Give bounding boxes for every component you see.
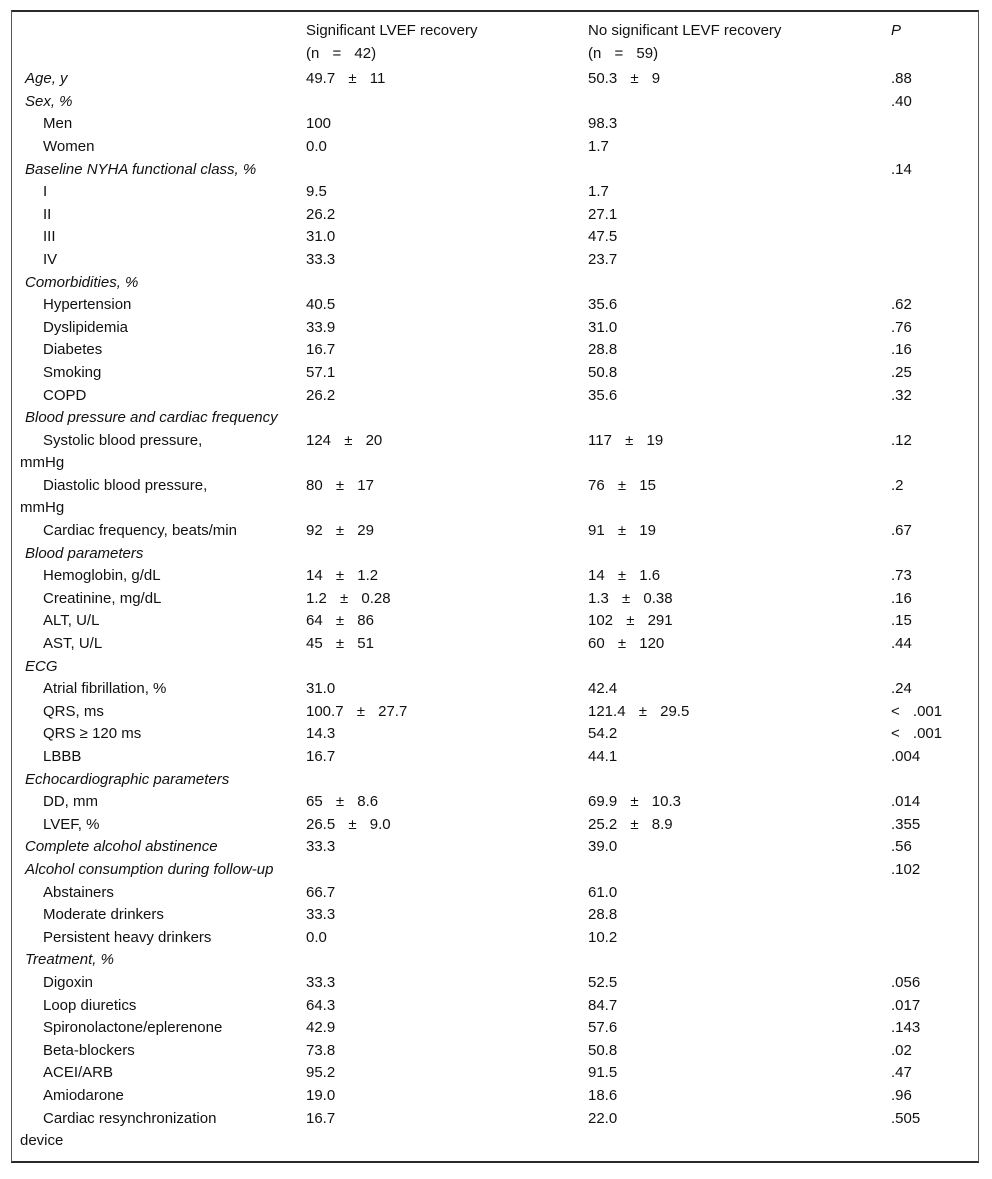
value-significant-group: 49.7 ± 11 (306, 70, 386, 88)
p-value: .16 (891, 341, 912, 359)
row-label-text: Blood pressure and cardiac frequency (25, 409, 278, 427)
p-value: .88 (891, 70, 912, 88)
value-no-significant-group: 47.5 (588, 228, 618, 246)
row-label-text: Diabetes (43, 341, 103, 359)
row-label (12, 678, 306, 701)
row-label (12, 814, 306, 837)
row-label-text: DD, mm (43, 793, 98, 811)
column-header-p (891, 20, 978, 43)
table-body (12, 68, 978, 1153)
table-row (12, 136, 978, 159)
row-label-text: Beta-blockers (43, 1041, 135, 1059)
value-no-significant-group: 102 ± 291 (588, 612, 673, 630)
value-significant-group: 31.0 (306, 228, 336, 246)
table-row (12, 746, 978, 769)
table-row (12, 882, 978, 905)
table-row (12, 91, 978, 114)
value-significant-group: 95.2 (306, 1064, 336, 1082)
p-value: .76 (891, 318, 912, 336)
value-no-significant-group: 52.5 (588, 973, 618, 991)
row-label-text: ECG (25, 657, 58, 675)
value-no-significant-group: 28.8 (588, 906, 618, 924)
column-header-line1: No significant LEVF recovery (588, 22, 782, 39)
p-value: .96 (891, 1086, 912, 1104)
p-value: .40 (891, 92, 912, 110)
row-label-text: Systolic blood pressure, (43, 431, 203, 449)
value-no-significant-group: 14 ± 1.6 (588, 567, 661, 585)
column-header-n-count: (n = 59) (588, 44, 659, 62)
p-value: < .001 (891, 725, 943, 743)
row-label-text: Hypertension (43, 296, 132, 314)
p-value: .15 (891, 612, 912, 630)
row-label-text: Amiodarone (43, 1086, 124, 1104)
row-label-text: Dyslipidemia (43, 318, 129, 336)
row-label-text: Alcohol consumption during follow-up (25, 860, 274, 878)
table-row (12, 272, 978, 295)
table-row (12, 362, 978, 385)
p-value: .67 (891, 522, 912, 540)
row-label (12, 136, 306, 159)
p-value: .004 (891, 748, 921, 765)
table-row (12, 68, 978, 91)
row-label-continuation: mmHg (20, 454, 65, 472)
row-label (12, 949, 306, 972)
column-header-n-count: (n = 42) (306, 44, 377, 62)
value-no-significant-group: 61.0 (588, 883, 618, 901)
value-no-significant-group: 98.3 (588, 115, 618, 133)
row-label (12, 565, 306, 588)
row-label-text: Loop diuretics (43, 996, 137, 1014)
column-header-line1: Significant LVEF recovery (306, 22, 478, 39)
p-value: .143 (891, 1019, 921, 1037)
row-label (12, 972, 306, 995)
value-no-significant-group: 18.6 (588, 1086, 618, 1104)
table-row (12, 814, 978, 837)
value-no-significant-group: 1.7 (588, 183, 609, 201)
value-no-significant-group: 23.7 (588, 250, 618, 268)
row-label (12, 385, 306, 408)
row-label (12, 723, 306, 746)
table-row (12, 972, 978, 995)
value-no-significant-group: 28.8 (588, 341, 618, 359)
value-no-significant-group: 76 ± 15 (588, 476, 656, 494)
value-significant-group: 73.8 (306, 1041, 336, 1059)
row-label-text: QRS ≥ 120 ms (43, 725, 142, 743)
row-label (12, 882, 306, 905)
row-label (12, 791, 306, 814)
table-row (12, 633, 978, 656)
row-label-text: Complete alcohol abstinence (25, 838, 218, 856)
value-no-significant-group: 31.0 (588, 318, 618, 336)
row-label (12, 475, 306, 520)
value-significant-group: 66.7 (306, 883, 336, 901)
value-no-significant-group: 22.0 (588, 1109, 618, 1127)
value-significant-group: 33.3 (306, 250, 336, 268)
value-significant-group: 100.7 ± 27.7 (306, 702, 408, 720)
value-significant-group: 40.5 (306, 296, 336, 314)
row-label (12, 1017, 306, 1040)
row-label (12, 1108, 306, 1153)
table-row (12, 249, 978, 272)
row-label (12, 1062, 306, 1085)
row-label (12, 204, 306, 227)
value-no-significant-group: 91 ± 19 (588, 522, 656, 540)
row-label (12, 430, 306, 475)
value-significant-group: 33.9 (306, 318, 336, 336)
value-significant-group: 0.0 (306, 928, 327, 946)
value-no-significant-group: 117 ± 19 (588, 431, 664, 449)
table-row (12, 226, 978, 249)
value-no-significant-group: 60 ± 120 (588, 635, 665, 653)
row-label-text: Persistent heavy drinkers (43, 928, 212, 946)
table-row (12, 678, 978, 701)
p-value: < .001 (891, 702, 943, 720)
table-row (12, 769, 978, 792)
baseline-characteristics-table (11, 10, 979, 1163)
table-row (12, 475, 978, 520)
value-significant-group: 16.7 (306, 748, 336, 765)
value-no-significant-group: 1.7 (588, 137, 609, 155)
value-no-significant-group: 69.9 ± 10.3 (588, 793, 681, 811)
row-label (12, 181, 306, 204)
row-label-text: Treatment, % (25, 951, 114, 969)
row-label-text: Men (43, 115, 73, 133)
p-header-label: P (891, 22, 902, 39)
row-label-text: Comorbidities, % (25, 273, 139, 291)
table-row (12, 949, 978, 972)
value-no-significant-group: 39.0 (588, 838, 618, 856)
table-row (12, 588, 978, 611)
row-label-text: Hemoglobin, g/dL (43, 567, 161, 585)
row-label-text: Smoking (43, 363, 102, 381)
row-label (12, 520, 306, 543)
p-value: .017 (891, 996, 921, 1014)
table-row (12, 1040, 978, 1063)
value-no-significant-group: 42.4 (588, 680, 618, 698)
table-row (12, 1108, 978, 1153)
value-significant-group: 14 ± 1.2 (306, 567, 379, 585)
value-significant-group: 92 ± 29 (306, 522, 374, 540)
row-label-continuation: mmHg (20, 499, 65, 517)
table-row (12, 113, 978, 136)
p-value: .24 (891, 680, 912, 698)
value-significant-group: 64 ± 86 (306, 612, 374, 630)
table-row (12, 723, 978, 746)
p-value: .73 (891, 567, 912, 585)
row-label (12, 317, 306, 340)
value-significant-group: 45 ± 51 (306, 635, 374, 653)
value-significant-group: 19.0 (306, 1086, 336, 1104)
row-label-text: ACEI/ARB (43, 1064, 114, 1082)
table-row (12, 543, 978, 566)
row-label (12, 995, 306, 1018)
row-label-text: Spironolactone/eplerenone (43, 1019, 223, 1037)
value-significant-group: 16.7 (306, 341, 336, 359)
table-row (12, 927, 978, 950)
row-label (12, 836, 306, 859)
row-label-text: Moderate drinkers (43, 906, 164, 924)
table-row (12, 407, 978, 430)
p-value: .056 (891, 973, 921, 991)
row-label-text: LVEF, % (43, 815, 100, 833)
table-row (12, 859, 978, 882)
table-row (12, 317, 978, 340)
row-label (12, 904, 306, 927)
row-label (12, 656, 306, 679)
table-row (12, 385, 978, 408)
p-value: .2 (891, 476, 904, 494)
table-row (12, 565, 978, 588)
row-label (12, 159, 306, 182)
row-label (12, 294, 306, 317)
row-label-text: Cardiac frequency, beats/min (43, 522, 237, 540)
p-value: .47 (891, 1064, 912, 1082)
value-significant-group: 42.9 (306, 1019, 336, 1037)
table-row (12, 204, 978, 227)
p-value: .25 (891, 363, 912, 381)
row-label-text: IV (43, 250, 58, 268)
p-value: .02 (891, 1041, 912, 1059)
table-row (12, 1017, 978, 1040)
value-no-significant-group: 44.1 (588, 748, 618, 765)
row-label-text: Creatinine, mg/dL (43, 589, 162, 607)
row-label-text: QRS, ms (43, 702, 104, 720)
table-row (12, 836, 978, 859)
value-no-significant-group: 50.3 ± 9 (588, 70, 661, 88)
value-significant-group: 26.2 (306, 205, 336, 223)
value-significant-group: 9.5 (306, 183, 327, 201)
row-label-text: AST, U/L (43, 635, 103, 653)
row-label (12, 588, 306, 611)
value-significant-group: 100 (306, 115, 332, 133)
value-significant-group: 14.3 (306, 725, 336, 743)
table-row (12, 1085, 978, 1108)
table-row (12, 701, 978, 724)
row-label (12, 339, 306, 362)
row-label-text: Atrial fibrillation, % (43, 680, 167, 698)
row-label-text: III (43, 228, 56, 246)
value-no-significant-group: 91.5 (588, 1064, 618, 1082)
row-label (12, 1085, 306, 1108)
row-label-text: Baseline NYHA functional class, % (25, 160, 257, 178)
value-no-significant-group: 50.8 (588, 363, 618, 381)
table-header-row (12, 12, 978, 68)
row-label (12, 859, 306, 882)
value-no-significant-group: 27.1 (588, 205, 618, 223)
row-label (12, 91, 306, 114)
value-significant-group: 16.7 (306, 1109, 336, 1127)
value-significant-group: 0.0 (306, 137, 327, 155)
value-no-significant-group: 1.3 ± 0.38 (588, 589, 673, 607)
row-label-text: I (43, 183, 48, 201)
value-no-significant-group: 25.2 ± 8.9 (588, 815, 673, 833)
row-label-text: Digoxin (43, 973, 94, 991)
table-row (12, 656, 978, 679)
row-label-text: LBBB (43, 748, 82, 765)
row-label (12, 249, 306, 272)
row-label (12, 68, 306, 91)
value-significant-group: 26.5 ± 9.0 (306, 815, 391, 833)
p-value: .32 (891, 386, 912, 404)
value-no-significant-group: 10.2 (588, 928, 618, 946)
column-header-significant-lvef-recovery (306, 20, 588, 65)
row-label-text: Cardiac resynchronization (43, 1109, 217, 1127)
table-row (12, 904, 978, 927)
row-label (12, 272, 306, 295)
value-significant-group: 64.3 (306, 996, 336, 1014)
p-value: .62 (891, 296, 912, 314)
row-label-continuation: device (20, 1132, 64, 1150)
value-significant-group: 1.2 ± 0.28 (306, 589, 391, 607)
row-label-text: II (43, 205, 52, 223)
row-label (12, 543, 306, 566)
row-label-text: Diastolic blood pressure, (43, 476, 208, 494)
row-label (12, 927, 306, 950)
value-significant-group: 33.3 (306, 838, 336, 856)
value-significant-group: 124 ± 20 (306, 431, 383, 449)
row-label-text: Age, y (25, 70, 68, 88)
value-no-significant-group: 35.6 (588, 296, 618, 314)
column-header-no-significant-levf-recovery (588, 20, 891, 65)
row-label-text: Echocardiographic parameters (25, 770, 230, 788)
row-label-text: Blood parameters (25, 544, 144, 562)
row-label-text: ALT, U/L (43, 612, 100, 630)
value-significant-group: 57.1 (306, 363, 336, 381)
p-value: .102 (891, 860, 921, 878)
p-value: .355 (891, 815, 921, 833)
row-label (12, 769, 306, 792)
table-row (12, 520, 978, 543)
table-row (12, 995, 978, 1018)
p-value: .12 (891, 431, 912, 449)
row-label-text: Abstainers (43, 883, 114, 901)
p-value: .014 (891, 793, 921, 811)
row-label (12, 362, 306, 385)
row-label (12, 113, 306, 136)
value-no-significant-group: 121.4 ± 29.5 (588, 702, 690, 720)
table-row (12, 1062, 978, 1085)
value-no-significant-group: 57.6 (588, 1019, 618, 1037)
row-label-text: Sex, % (25, 92, 73, 110)
p-value: .56 (891, 838, 912, 856)
value-significant-group: 26.2 (306, 386, 336, 404)
row-label-text: Women (43, 137, 95, 155)
value-significant-group: 33.3 (306, 973, 336, 991)
row-label (12, 633, 306, 656)
table-row (12, 339, 978, 362)
table-row (12, 159, 978, 182)
p-value: .505 (891, 1109, 921, 1127)
value-significant-group: 65 ± 8.6 (306, 793, 379, 811)
table-row (12, 610, 978, 633)
row-label (12, 701, 306, 724)
table-row (12, 294, 978, 317)
value-no-significant-group: 35.6 (588, 386, 618, 404)
row-label (12, 226, 306, 249)
p-value: .44 (891, 635, 912, 653)
row-label (12, 746, 306, 769)
table-row (12, 181, 978, 204)
value-significant-group: 31.0 (306, 680, 336, 698)
value-no-significant-group: 54.2 (588, 725, 618, 743)
value-significant-group: 33.3 (306, 906, 336, 924)
value-no-significant-group: 50.8 (588, 1041, 618, 1059)
row-label (12, 610, 306, 633)
p-value: .14 (891, 160, 912, 178)
value-significant-group: 80 ± 17 (306, 476, 374, 494)
row-label (12, 1040, 306, 1063)
value-no-significant-group: 84.7 (588, 996, 618, 1014)
row-label (12, 407, 306, 430)
table-row (12, 430, 978, 475)
row-label-text: COPD (43, 386, 87, 404)
table-row (12, 791, 978, 814)
p-value: .16 (891, 589, 912, 607)
